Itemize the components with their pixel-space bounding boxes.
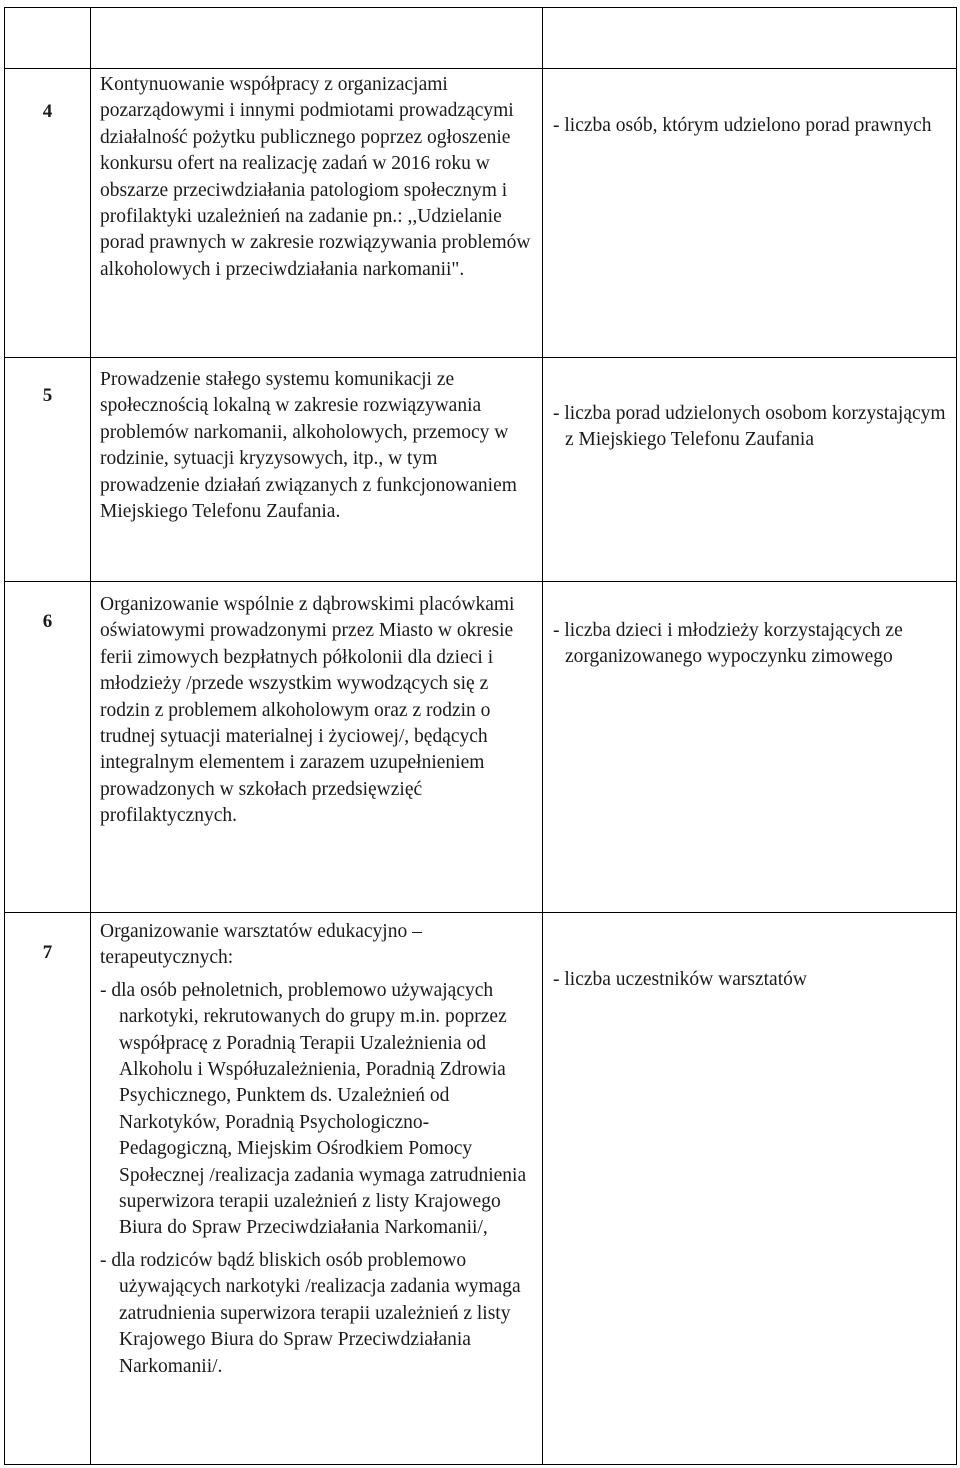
header-cell-number [5,8,91,69]
tasks-table [4,7,957,1465]
task-item: - dla rodziców bądź bliskich osób problemowo używających narkotyki /realizacja zadania wymaga zatrudnienia superwizora terapii uzależnień z listy Krajowego Biura do Spraw Przeciwdziałania Narkomanii/. [100,1249,521,1377]
indicator-cell [543,582,957,913]
row-number: 5 [42,385,53,406]
table-header-row [5,8,957,69]
table-row [5,69,957,358]
row-number-cell [5,358,91,582]
row-number-cell [5,913,91,1465]
header-cell-indicator [543,8,957,69]
row-number-cell [5,69,91,358]
indicator-cell [543,913,957,1465]
header-cell-task [91,8,543,69]
indicator-text: - liczba dzieci i młodzieży korzystających ze zorganizowanego wypoczynku zimowego [553,620,903,668]
task-cell [91,69,543,358]
task-item: - dla osób pełnoletnich, problemowo używających narkotyki, rekrutowanych do grupy m.in. poprzez współpracę z Poradnią Terapii Uzależnienia od Alkoholu i Współuzależnienia, Poradnią Zdrowia Psychicznego, Punktem ds. Uzależnień od Narkotyków, Poradnią Psychologiczno-Pedagogiczną, Miejskim Ośrodkiem Pomocy Społecznej /realizacja zadania wymaga zatrudnienia superwizora terapii uzależnień z listy Krajowego Biura do Spraw Przeciwdziałania Narkomanii/, [100,979,527,1239]
task-intro: Organizowanie warsztatów edukacyjno – terapeutycznych: [100,921,422,969]
task-cell [91,358,543,582]
table-row [5,582,957,913]
indicator-text: - liczba uczestników warsztatów [553,969,807,990]
task-cell [91,913,543,1465]
task-text: Organizowanie wspólnie z dąbrowskimi placówkami oświatowymi prowadzonymi przez Miasto w okresie ferii zimowych bezpłatnych półkolonii dla dzieci i młodzieży /przede wszystkim wywodzących się z rodzin z problemem alkoholowym oraz z rodzin o trudnej sytuacji materialnej i życiowej/, będących integralnym elementem i zarazem uzupełnieniem prowadzonych w szkołach przedsięwzięć profilaktycznych. [100,594,515,827]
task-cell [91,582,543,913]
indicator-cell [543,69,957,358]
table-row [5,913,957,1465]
task-text: Kontynuowanie współpracy z organizacjami pozarządowymi i innymi podmiotami prowadzącymi działalność pożytku publicznego poprzez ogłoszenie konkursu ofert na realizację zadań w 2016 roku w obszarze przeciwdziałania patologiom społecznym i profilaktyki uzależnień na zadanie pn.: ,,Udzielanie porad prawnych w zakresie rozwiązywania problemów alkoholowych i przeciwdziałania narkomanii". [100,74,531,280]
indicator-cell [543,358,957,582]
row-number: 6 [42,611,53,632]
row-number: 4 [42,101,53,122]
row-number: 7 [42,942,53,963]
row-number-cell [5,582,91,913]
task-text: Prowadzenie stałego systemu komunikacji ze społecznością lokalną w zakresie rozwiązywania problemów narkomanii, alkoholowych, przemocy w rodzinie, sytuacji kryzysowych, itp., w tym prowadzenie działań związanych z funkcjonowaniem Miejskiego Telefonu Zaufania. [100,369,517,523]
table-row [5,358,957,582]
indicator-text: - liczba osób, którym udzielono porad prawnych [553,115,932,136]
indicator-text: - liczba porad udzielonych osobom korzystającym z Miejskiego Telefonu Zaufania [553,403,946,451]
